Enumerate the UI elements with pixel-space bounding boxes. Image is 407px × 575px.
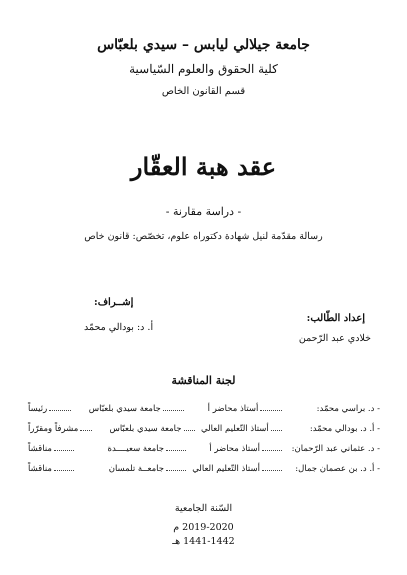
member-name: - أ. د. بودالي محمّد:	[309, 424, 380, 434]
dotted-leader	[54, 462, 74, 471]
supervisor-name: أ. د: بودالي محمّد	[84, 322, 154, 333]
member-role: مناقشاً	[28, 444, 52, 454]
thesis-subtitle: - دراسة مقارنة -	[165, 205, 242, 218]
dotted-leader	[260, 402, 282, 411]
committee-row	[28, 422, 380, 436]
committee-row	[28, 402, 380, 416]
dotted-leader	[49, 402, 71, 411]
member-role: مناقشاً	[28, 464, 52, 474]
faculty-name: كلية الحقوق والعلوم السّياسية	[129, 62, 278, 76]
dotted-leader	[163, 402, 185, 411]
committee-title: لجنة المناقشة	[171, 374, 236, 387]
academic-year-hijri: 1441-1442 هـ	[172, 536, 235, 547]
prepared-by-label: إعداد الطّالب:	[306, 313, 365, 324]
member-institution: جامعة سيدي بلعبّاس	[109, 424, 182, 434]
supervision-label: إشــراف:	[94, 297, 134, 308]
dotted-leader	[54, 442, 74, 451]
committee-row	[28, 462, 380, 476]
member-institution: جامعــة تلمسان	[108, 464, 164, 474]
member-institution: جامعة سعيــــدة	[107, 444, 164, 454]
member-rank: أستاذ التّعليم العالي	[200, 424, 269, 434]
dotted-leader	[262, 442, 282, 451]
dotted-leader	[80, 422, 91, 431]
academic-year-gregorian: 2019-2020 م	[173, 522, 234, 533]
member-rank: أستاذ محاضر أ	[209, 444, 260, 454]
dotted-leader	[271, 422, 282, 431]
member-role: رئيساً	[28, 404, 48, 414]
academic-year-label: السّنة الجامعية	[174, 503, 233, 514]
member-name: - أ. د. بن عصمان جمال:	[295, 464, 380, 474]
member-rank: أستاذ محاضر أ	[207, 404, 259, 414]
committee-row	[28, 442, 380, 456]
dotted-leader	[184, 422, 195, 431]
member-institution: جامعة سيدي بلعبّاس	[88, 404, 161, 414]
student-name: خلادي عبد الرّحمن	[298, 333, 371, 344]
member-role: مشرفاً ومقرّراً	[28, 424, 79, 434]
dotted-leader	[166, 462, 186, 471]
university-name: جامعة جيلالي ليابس – سيدي بلعبّاس	[97, 37, 310, 53]
thesis-title: عقد هبة العقّار	[130, 152, 277, 181]
dotted-leader	[262, 462, 282, 471]
dotted-leader	[166, 442, 186, 451]
member-rank: أستاذ التّعليم العالي	[192, 464, 260, 474]
member-name: - د. عثماني عبد الرّحمان:	[291, 444, 380, 454]
department-name: قسم القانون الخاص	[161, 86, 246, 97]
thesis-purpose: رسالة مقدّمة لنيل شهادة دكتوراه علوم، تخصّص: قانون خاص	[84, 231, 323, 242]
member-name: - د. براسي محمّد:	[316, 404, 380, 414]
